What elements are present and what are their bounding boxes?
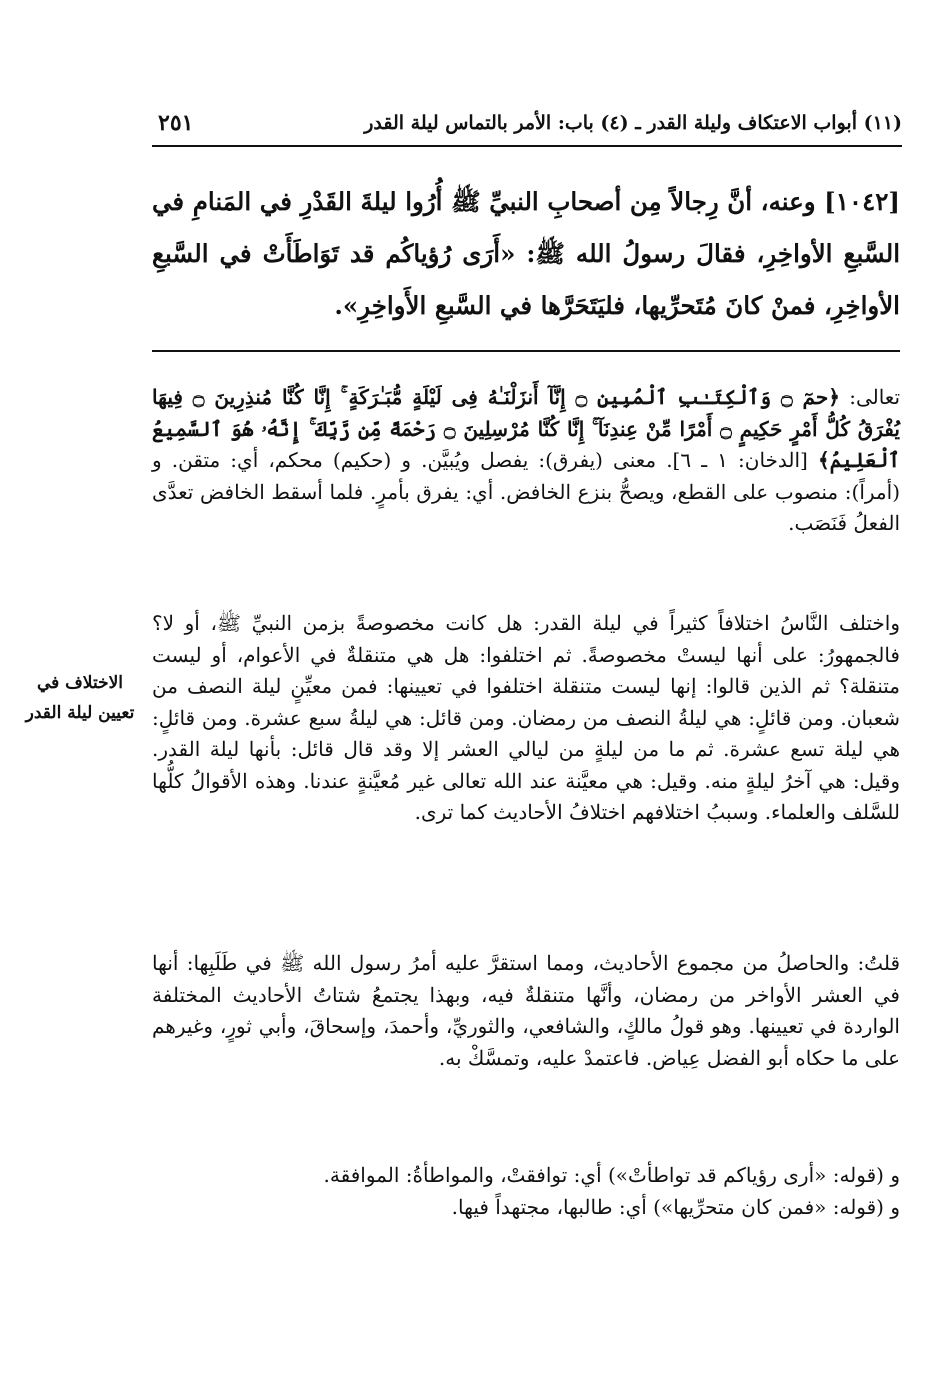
- note-line-1: و (قوله: «أرى رؤياكم قد تواطأتْ») أي: توافقتْ، والمواطأةُ: الموافقة.: [323, 1163, 900, 1187]
- commentary: [152, 382, 900, 1223]
- hadith-text: [152, 176, 900, 332]
- commentary-paragraph-1: [152, 382, 900, 608]
- section-divider: [152, 350, 900, 352]
- verse-intro: تعالى:: [839, 385, 901, 409]
- commentary-paragraph-3: قلتُ: والحاصلُ من مجموع الأحاديث، ومما استقرَّ عليه أمرُ رسول الله ﷺ في طَلَبِها: أنها في العشر الأواخر من رمضان، وأنَّها متنقلةٌ فيه، وبهذا يجتمعُ شتاتُ الأحاديث المختلفة الواردة في تعيينها. وهو قولُ مالكٍ، والشافعي، والثوريِّ، وأحمدَ، وإسحاقَ، وأبي ثورٍ، وغيرهم على ما حكاه أبو الفضل عِياض. فاعتمدْ عليه، وتمسَّكْ به.: [152, 951, 900, 1070]
- header-rule: [152, 145, 902, 147]
- running-header: [152, 108, 902, 144]
- chapter-title: (١١) أبواب الاعتكاف وليلة القدر ـ (٤) باب: الأمر بالتماس ليلة القدر: [364, 112, 902, 134]
- commentary-paragraph-4: [152, 1160, 900, 1223]
- verse-explanation: [الدخان: ١ ـ ٦]. معنى (يفرق): يفصل ويُبيَّن. و (حكيم) محكم، أي: متقن. و (أمراً): منصوب على القطع، ويصحُّ بنزع الخافض. أي: يفرق بأمرٍ. فلما أسقط الخافض تعدَّى الفعلُ فَنَصَب.: [152, 448, 900, 535]
- commentary-paragraph-2: واختلف النَّاسُ اختلافاً كثيراً في ليلة القدر: هل كانت مخصوصةً بزمن النبيِّ ﷺ، أو لا؟ فالجمهورُ: على أنها ليستْ مخصوصةً. ثم اختلفوا: هل هي متنقلةٌ في الأعوام، أو ليست متنقلة؟ ثم الذين قالوا: إنها ليست متنقلة اختلفوا في تعيينها: فمن معيِّنٍ ليلة النصف من شعبان. ومن قائلٍ: هي ليلةُ النصف من رمضان. ومن قائل: هي ليلةُ سبع عشرة. ومن قائلٍ: هي ليلة تسع عشرة. ثم ما من ليلةٍ من ليالي العشر إلا وقد قال قائل: بأنها ليلة القدر. وقيل: هي آخرُ ليلةٍ منه. وقيل: هي معيَّنة عند الله تعالى غير مُعيَّنةٍ عندنا. وهذه الأقوالُ كلُّها للسَّلف والعلماء. وسببُ اختلافهم اختلافُ الأحاديث كما ترى.: [152, 611, 901, 824]
- page-number: ٢٥١: [158, 110, 194, 136]
- hadith-paragraph: [١٠٤٢] وعنه، أنَّ رِجالاً مِن أصحابِ النبيِّ ﷺ أُرُوا ليلةَ القَدْرِ في المَنامِ في السَّبعِ الأواخِرِ، فقالَ رسولُ الله ﷺ: «أَرَى رُؤياكُم قد تَوَاطَأَتْ في السَّبعِ الأواخِرِ، فمنْ كانَ مُتَحرِّيها، فليَتَحَرَّها في السَّبعِ الأَواخِرِ».: [152, 187, 900, 320]
- quran-verse: ﴿حمٓ ۝ وَٱلْكِتَـٰبِ ٱلْمُبِينِ ۝ إِنَّآ أَنزَلْنَـٰهُ فِى لَيْلَةٍ مُّبَـٰرَكَةٍ ۚ إِنَّا كُنَّا مُنذِرِينَ ۝ فِيهَا يُفْرَقُ كُلُّ أَمْرٍ حَكِيمٍ ۝ أَمْرًا مِّنْ عِندِنَآ ۚ إِنَّا كُنَّا مُرْسِلِينَ ۝ رَحْمَةً مِّن رَّبِّكَ ۚ إِنَّهُۥ هُوَ ٱلسَّمِيعُ ٱلْعَلِيمُ﴾: [152, 385, 900, 472]
- margin-note: الاختلاف في تعيين ليلة القدر: [25, 673, 135, 723]
- note-line-2: و (قوله: «فمن كان متحرِّيها») أي: طالبها، مجتهداً فيها.: [451, 1194, 900, 1219]
